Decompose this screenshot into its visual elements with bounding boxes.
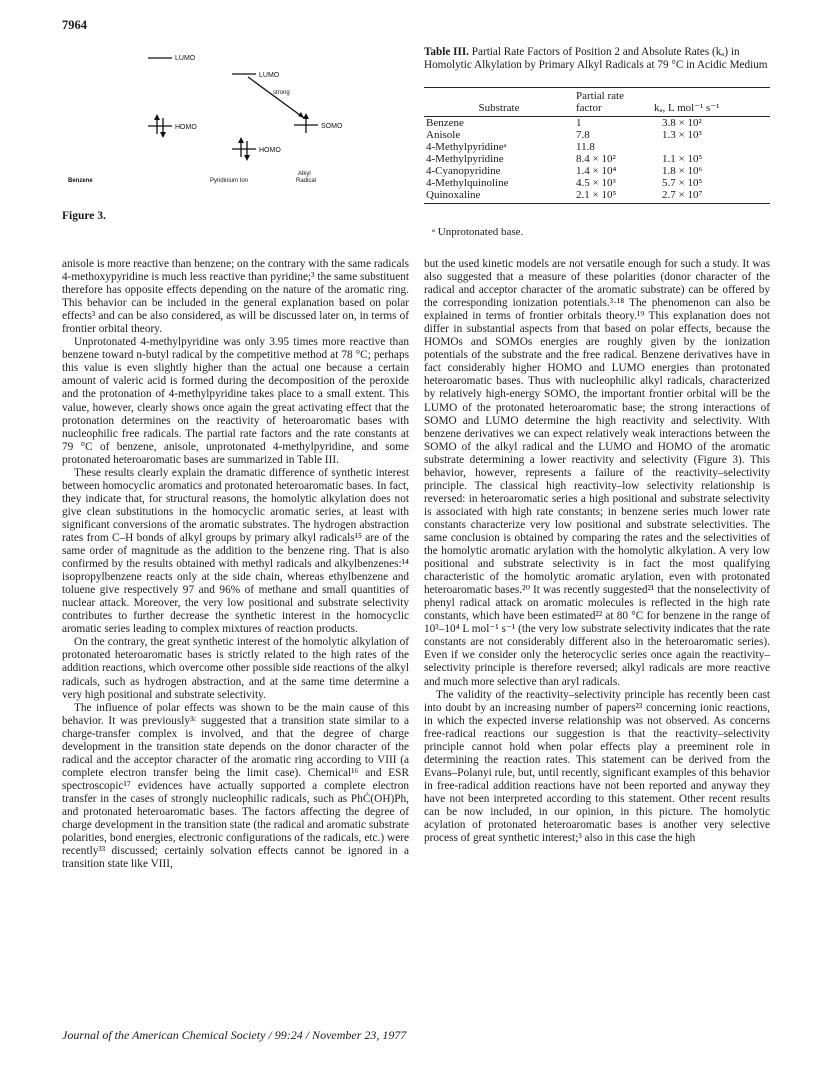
cell-substrate: 4-Methylpyridineᵃ [426,141,507,153]
table-footnote: ᵃ Unprotonated base. [432,226,524,238]
paragraph: The influence of polar effects was shown to be the main cause of this behavior. It was previously³ᶜ suggested that a transition state similar to a charge-transfer complex is involved, and that the degree of charge development in the transition state depends on the donor character of the radical and the acceptor character of the aromatic ring according to VIII (a complete electron transfer being the limit case). Chemical¹⁶ and ESR spectroscopic¹⁷ evidences have actually supported a complete electron transfer in the cases of strongly nucleophilic radicals, such as PhĊ(OH)Ph, and protonated heteroaromatic bases. The factors affecting the degree of charge development in the transition state (the radical and aromatic substrate polarities, bond energies, electronic configurations of the radicals, etc.) were recently³³ discussed; certainly solvation effects cannot be ignored in a transition state like VIII, [62,701,409,871]
table-caption [424,46,770,72]
cell-rate-constant [652,141,770,153]
paragraph: The validity of the reactivity–selectivity principle has recently been cast into doubt by an increasing number of papers²³ concerning ionic reactions, in which the expected inverse relationship was not observed. As concerns free-radical reactions our suggestion is that the reactivity–selectivity principle cannot hold when polar effects play a preeminent role in determining the reaction rates. This statement can be derived from the Evans–Polanyi rule, but, until recently, significant examples of this behavior in free-radical addition reactions have not been reported and anyway they have not been interpreted according to this statement. Other recent results can be now included, in our opinion, in this picture. The homolytic acylation of protonated heteroaromatic bases is another very selective process of great synthetic interest;³ also in this case the high [424,688,770,845]
cell-substrate: Benzene [426,117,464,129]
cell-rate-factor: 11.8 [576,141,595,153]
header-substrate: Substrate [424,89,574,117]
left-column [62,258,409,871]
table-row [424,153,770,165]
table-caption-text: Partial Rate Factors of Position 2 and Absolute Rates (kₐ) in Homolytic Alkylation by Primary Alkyl Radicals at 79 °C in Acidic Medium [424,46,768,71]
cell-substrate: Quinoxaline [424,189,574,204]
table-row [424,189,770,204]
alkyl-label: Alkyl [298,171,311,177]
cell-substrate: 4-Cyanopyridine [426,165,501,177]
cell-rate-factor: 1.4 × 10⁴ [576,165,617,177]
table-top-rule [424,87,770,88]
cell-rate-factor: 7.8 [576,129,590,141]
radical-label: Radical [296,178,317,184]
paragraph: but the used kinetic models are not versatile enough for such a study. It was also suggested that a measure of these polarities (donor character of the radical and acceptor character of the aromatic substrate) can be offered by the corresponding ionization potentials.³·¹⁸ The phenomenon can also be explained in terms of frontier orbitals theory.¹⁹ This explanation does not differ in substantial aspects from that based on polar effects, because the HOMOs and SOMOs energies are roughly given by the ionization potentials of the substrate and the free radical. Benzene derivatives have in fact considerably higher HOMO and LUMO energies than protonated heteroaromatic bases. Thus with nucleophilic alkyl radicals, characterized by relatively high-energy SOMO, the important frontier orbital will be the LUMO of the protonated heteroaromatic base; the strong interactions of SOMO and LUMO determine the high reactivity and selectivity. With benzene derivatives we can expect relatively weak interactions between the SOMO of the alkyl radical and the LUMO and HOMO of the aromatic substrate determining a lower reactivity and selectivity (Figure 3). This behavior, however, represents a failure of the reactivity–selectivity principle. The classical high reactivity–low selectivity relationship is reversed: in heteroaromatic series a high positional and substrate selectivity is associated with high rate constants; in benzene series much lower rate constants characterize very low positional and substrate selectivities. The same conclusion is obtained by comparing the rates and the selectivities of the homolytic aromatic arylation with the homolytic alkylation. A very low positional and substrate selectivity is in fact the most qualifying characteristic of the homolytic aromatic arylation, even with protonated heteroaromatic bases.²⁰ It was recently suggested²¹ that the nonselectivity of phenyl radical attack on aromatic molecules is reflected in the high rate constants, which have been estimated²² at 80 °C for benzene in the range of 10³–10⁴ L mol⁻¹ s⁻¹ (the very low substrate selectivity indicates that the rate constants are not considerably different also in the heteroaromatic series). Even if we consider only the heterocyclic series once again the reactivity–selectivity principle is therefore reversed; alkyl radicals are more reactive and much more selective than aryl radicals. [424,258,770,688]
journal-footer: Journal of the American Chemical Society / 99:24 / November 23, 1977 [62,1028,407,1042]
cell-rate-factor: 2.1 × 10⁵ [574,189,652,204]
benzene-label: Benzene [68,178,93,184]
homo-label-benzene: HOMO [175,124,197,131]
frontier-orbital-diagram [60,46,360,196]
table-row [424,117,770,130]
paragraph: anisole is more reactive than benzene; on the contrary with the same radicals 4-methoxypyridine is much less reactive than pyridine;³ the same substituent therefore has opposite effects depending on the nature of the aromatic ring. This behavior can be included in the general explanation based on polar effects³ and can be also considered, as will be discussed later on, in terms of frontier orbital theory. [62,258,409,336]
table-row [424,129,770,141]
cell-rate-constant: 2.7 × 10⁷ [652,189,770,204]
somo-label: SOMO [321,123,343,130]
cell-substrate: Anisole [426,129,461,141]
cell-substrate: 4-Methylpyridine [426,153,504,165]
figure-caption: Figure 3. [62,210,106,222]
page-number: 7964 [62,18,87,32]
table-row [424,165,770,177]
pyridinium-ion-label: Pyridinium Ion [210,178,249,184]
table-row [424,141,770,153]
cell-rate-factor: 8.4 × 10² [576,153,616,165]
strong-interaction-label: strong [273,90,290,96]
cell-rate-constant: 1.8 × 10⁶ [662,165,703,177]
cell-rate-constant: 5.7 × 10⁵ [662,177,703,189]
lumo-label-pyridinium: LUMO [259,72,280,79]
paragraph: These results clearly explain the dramatic difference of synthetic interest between homocyclic aromatics and protonated heteroaromatic bases. In fact, they indicate that, for structural reasons, the homolytic alkylation does not give clean substitutions in the homocyclic aromatic series, at least with significant conversions of the aromatic substrates. The hydrogen abstraction rates from C–H bonds of alkyl groups by primary alkyl radicals¹⁵ are of the same order of magnitude as the addition to the benzene ring. That is also confirmed by the results obtained with methyl radicals and alkylbenzenes:¹⁴ isopropylbenzene reacts only at the side chain, whereas ethylbenzene and toluene give respectively 97 and 96% of methane and small quantities of nuclear attack. Moreover, the very low positional and substrate selectivity contributes to further decrease the synthetic interest in the homocyclic aromatic series leading to complex mixtures of reaction products. [62,466,409,636]
rate-table [424,89,770,204]
header-partial-rate-factor: Partial rate factor [574,89,652,117]
table-row [424,177,770,189]
table-caption-label: Table III. [424,46,469,58]
cell-rate-constant: 1.1 × 10⁵ [662,153,703,165]
cell-rate-factor: 4.5 × 10³ [576,177,616,189]
cell-substrate: 4-Methylquinoline [426,177,509,189]
paragraph: Unprotonated 4-methylpyridine was only 3.95 times more reactive than benzene toward n-butyl radical by the competitive method at 78 °C; perhaps this value is even slightly higher than the actual one because a certain amount of valeric acid is formed during the decomposition of the peroxide and the protonation of 4-methylpyridine takes place to a small extent. This value, however, clearly shows once again the great activating effect that the protonation determines on the reactivity of heteroaromatic bases with nucleophilic free radicals. The partial rate factors and the rate constants at 79 °C of benzene, anisole, unprotonated 4-methylpyridine, and some protonated heteroaromatic bases are summarized in Table III. [62,336,409,466]
paragraph: On the contrary, the great synthetic interest of the homolytic alkylation of protonated heteroaromatic bases is strictly related to the high rates of the addition reactions, which overcome other possible side reactions of the alkyl radicals, such as hydrogen abstraction, and at the same time determine a very high positional and substrate selectivity. [62,636,409,701]
cell-rate-constant: 1.3 × 10³ [662,129,702,141]
right-column [424,258,770,845]
cell-rate-constant: 3.8 × 10² [662,117,702,129]
lumo-label-benzene: LUMO [175,55,196,62]
cell-rate-factor: 1 [576,117,582,129]
homo-label-pyridinium: HOMO [259,147,281,154]
header-rate-constant: kₐ, L mol⁻¹ s⁻¹ [652,89,770,117]
